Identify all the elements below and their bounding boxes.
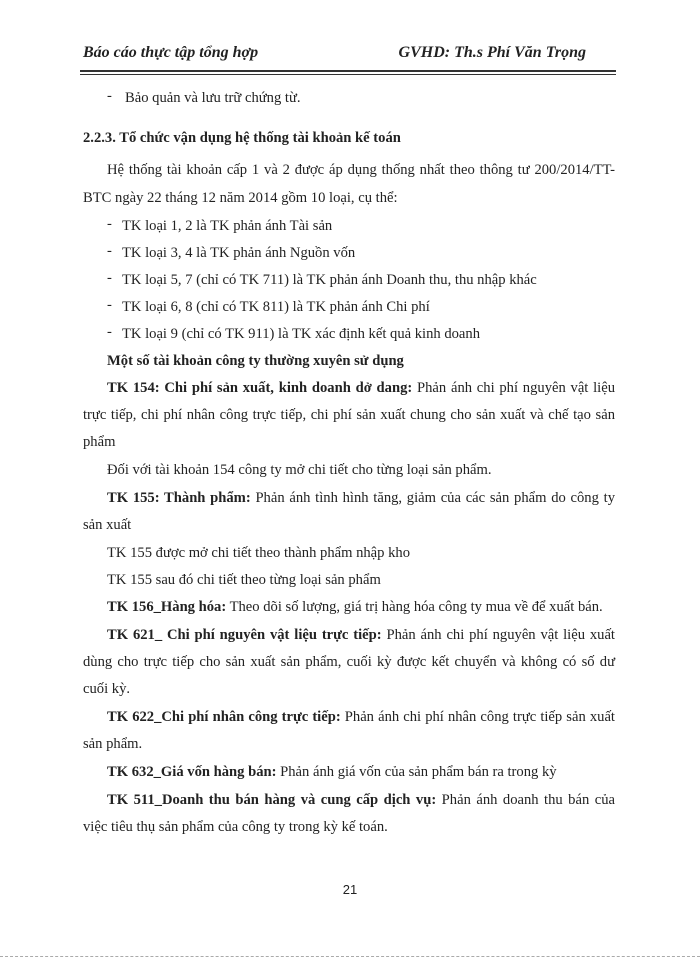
tk511-line xyxy=(107,790,615,810)
tk154-line: trực tiếp, chi phí nhân công trực tiếp, chi phí sản xuất chung cho sản xuất và chế tạo sản xyxy=(83,407,615,423)
subheading: Một số tài khoản công ty thường xuyên sử dụng xyxy=(107,353,404,369)
tk511-desc: Phản ánh doanh thu bán của xyxy=(436,792,615,808)
bullet-dash: - xyxy=(107,216,112,232)
intro-paragraph-line: Hệ thống tài khoản cấp 1 và 2 được áp dụng thống nhất theo thông tư 200/2014/TT- xyxy=(107,162,615,178)
tk154-desc: Phản ánh chi phí nguyên vật liệu xyxy=(412,380,615,396)
account-type-item: TK loại 3, 4 là TK phản ánh Nguồn vốn xyxy=(122,245,356,261)
tk156-line xyxy=(107,597,603,617)
header-rule-thick xyxy=(80,70,616,72)
tk156-label: TK 156_Hàng hóa: xyxy=(107,599,227,615)
tk622-line: sản phẩm. xyxy=(83,736,143,752)
intro-bullet: Bảo quản và lưu trữ chứng từ. xyxy=(125,90,301,106)
account-type-item: TK loại 6, 8 (chỉ có TK 811) là TK phản ánh Chi phí xyxy=(122,299,430,315)
intro-paragraph-line: BTC ngày 22 tháng 12 năm 2014 gồm 10 loại, cụ thể: xyxy=(83,190,398,206)
tk621-line xyxy=(107,625,615,645)
page-break-line xyxy=(0,956,700,957)
tk154-note: Đối với tài khoản 154 công ty mở chi tiết cho từng loại sản phẩm. xyxy=(107,462,492,478)
tk155-line xyxy=(107,488,615,508)
tk632-line xyxy=(107,762,557,782)
tk622-line xyxy=(107,707,615,727)
tk622-desc: Phản ánh chi phí nhân công trực tiếp sản xuất xyxy=(340,709,615,725)
page-number: 21 xyxy=(342,882,358,897)
tk621-line: dùng cho trực tiếp cho sản xuất sản phẩm, cuối kỳ được kết chuyển và không có số dư xyxy=(83,654,615,670)
tk155-note: TK 155 được mở chi tiết theo thành phẩm nhập kho xyxy=(107,545,410,561)
bullet-dash: - xyxy=(107,297,112,313)
section-heading: 2.2.3. Tổ chức vận dụng hệ thống tài khoản kế toán xyxy=(83,130,401,146)
tk621-desc: Phản ánh chi phí nguyên vật liệu xuất xyxy=(381,627,615,643)
tk156-desc: Theo dõi số lượng, giá trị hàng hóa công ty mua về để xuất bán. xyxy=(226,599,603,615)
tk155-note: TK 155 sau đó chi tiết theo từng loại sản phẩm xyxy=(107,572,381,588)
tk621-label: TK 621_ Chi phí nguyên vật liệu trực tiếp: xyxy=(107,627,382,643)
header-rule-thin xyxy=(80,74,616,75)
tk632-desc: Phản ánh giá vốn của sản phẩm bán ra trong kỳ xyxy=(276,764,557,780)
header-report-title: Báo cáo thực tập tổng hợp xyxy=(83,44,259,61)
page-header xyxy=(80,44,616,66)
tk632-label: TK 632_Giá vốn hàng bán: xyxy=(107,764,277,780)
tk622-label: TK 622_Chi phí nhân công trực tiếp: xyxy=(107,709,341,725)
account-type-item: TK loại 9 (chỉ có TK 911) là TK xác định kết quả kinh doanh xyxy=(122,326,481,342)
tk154-label: TK 154: Chi phí sản xuất, kinh doanh dở dang: xyxy=(107,380,413,396)
tk155-line: sản xuất xyxy=(83,517,132,533)
bullet-dash: - xyxy=(107,243,112,259)
tk511-line: việc tiêu thụ sản phẩm của công ty trong kỳ kế toán. xyxy=(83,819,388,835)
bullet-dash: - xyxy=(107,324,112,340)
bullet-dash: - xyxy=(107,88,112,104)
account-type-item: TK loại 1, 2 là TK phản ánh Tài sản xyxy=(122,218,333,234)
bullet-dash: - xyxy=(107,270,112,286)
tk154-line: phẩm xyxy=(83,434,116,450)
tk155-label: TK 155: Thành phẩm: xyxy=(107,490,251,506)
header-supervisor: GVHD: Th.s Phí Văn Trọng xyxy=(398,44,586,61)
tk621-line: cuối kỳ. xyxy=(83,681,131,697)
tk155-desc: Phản ánh tình hình tăng, giảm của các sản phẩm do công ty xyxy=(250,490,615,506)
tk154-line xyxy=(107,378,615,398)
tk511-label: TK 511_Doanh thu bán hàng và cung cấp dịch vụ: xyxy=(107,792,437,808)
account-type-item: TK loại 5, 7 (chỉ có TK 711) là TK phản ánh Doanh thu, thu nhập khác xyxy=(122,272,537,288)
